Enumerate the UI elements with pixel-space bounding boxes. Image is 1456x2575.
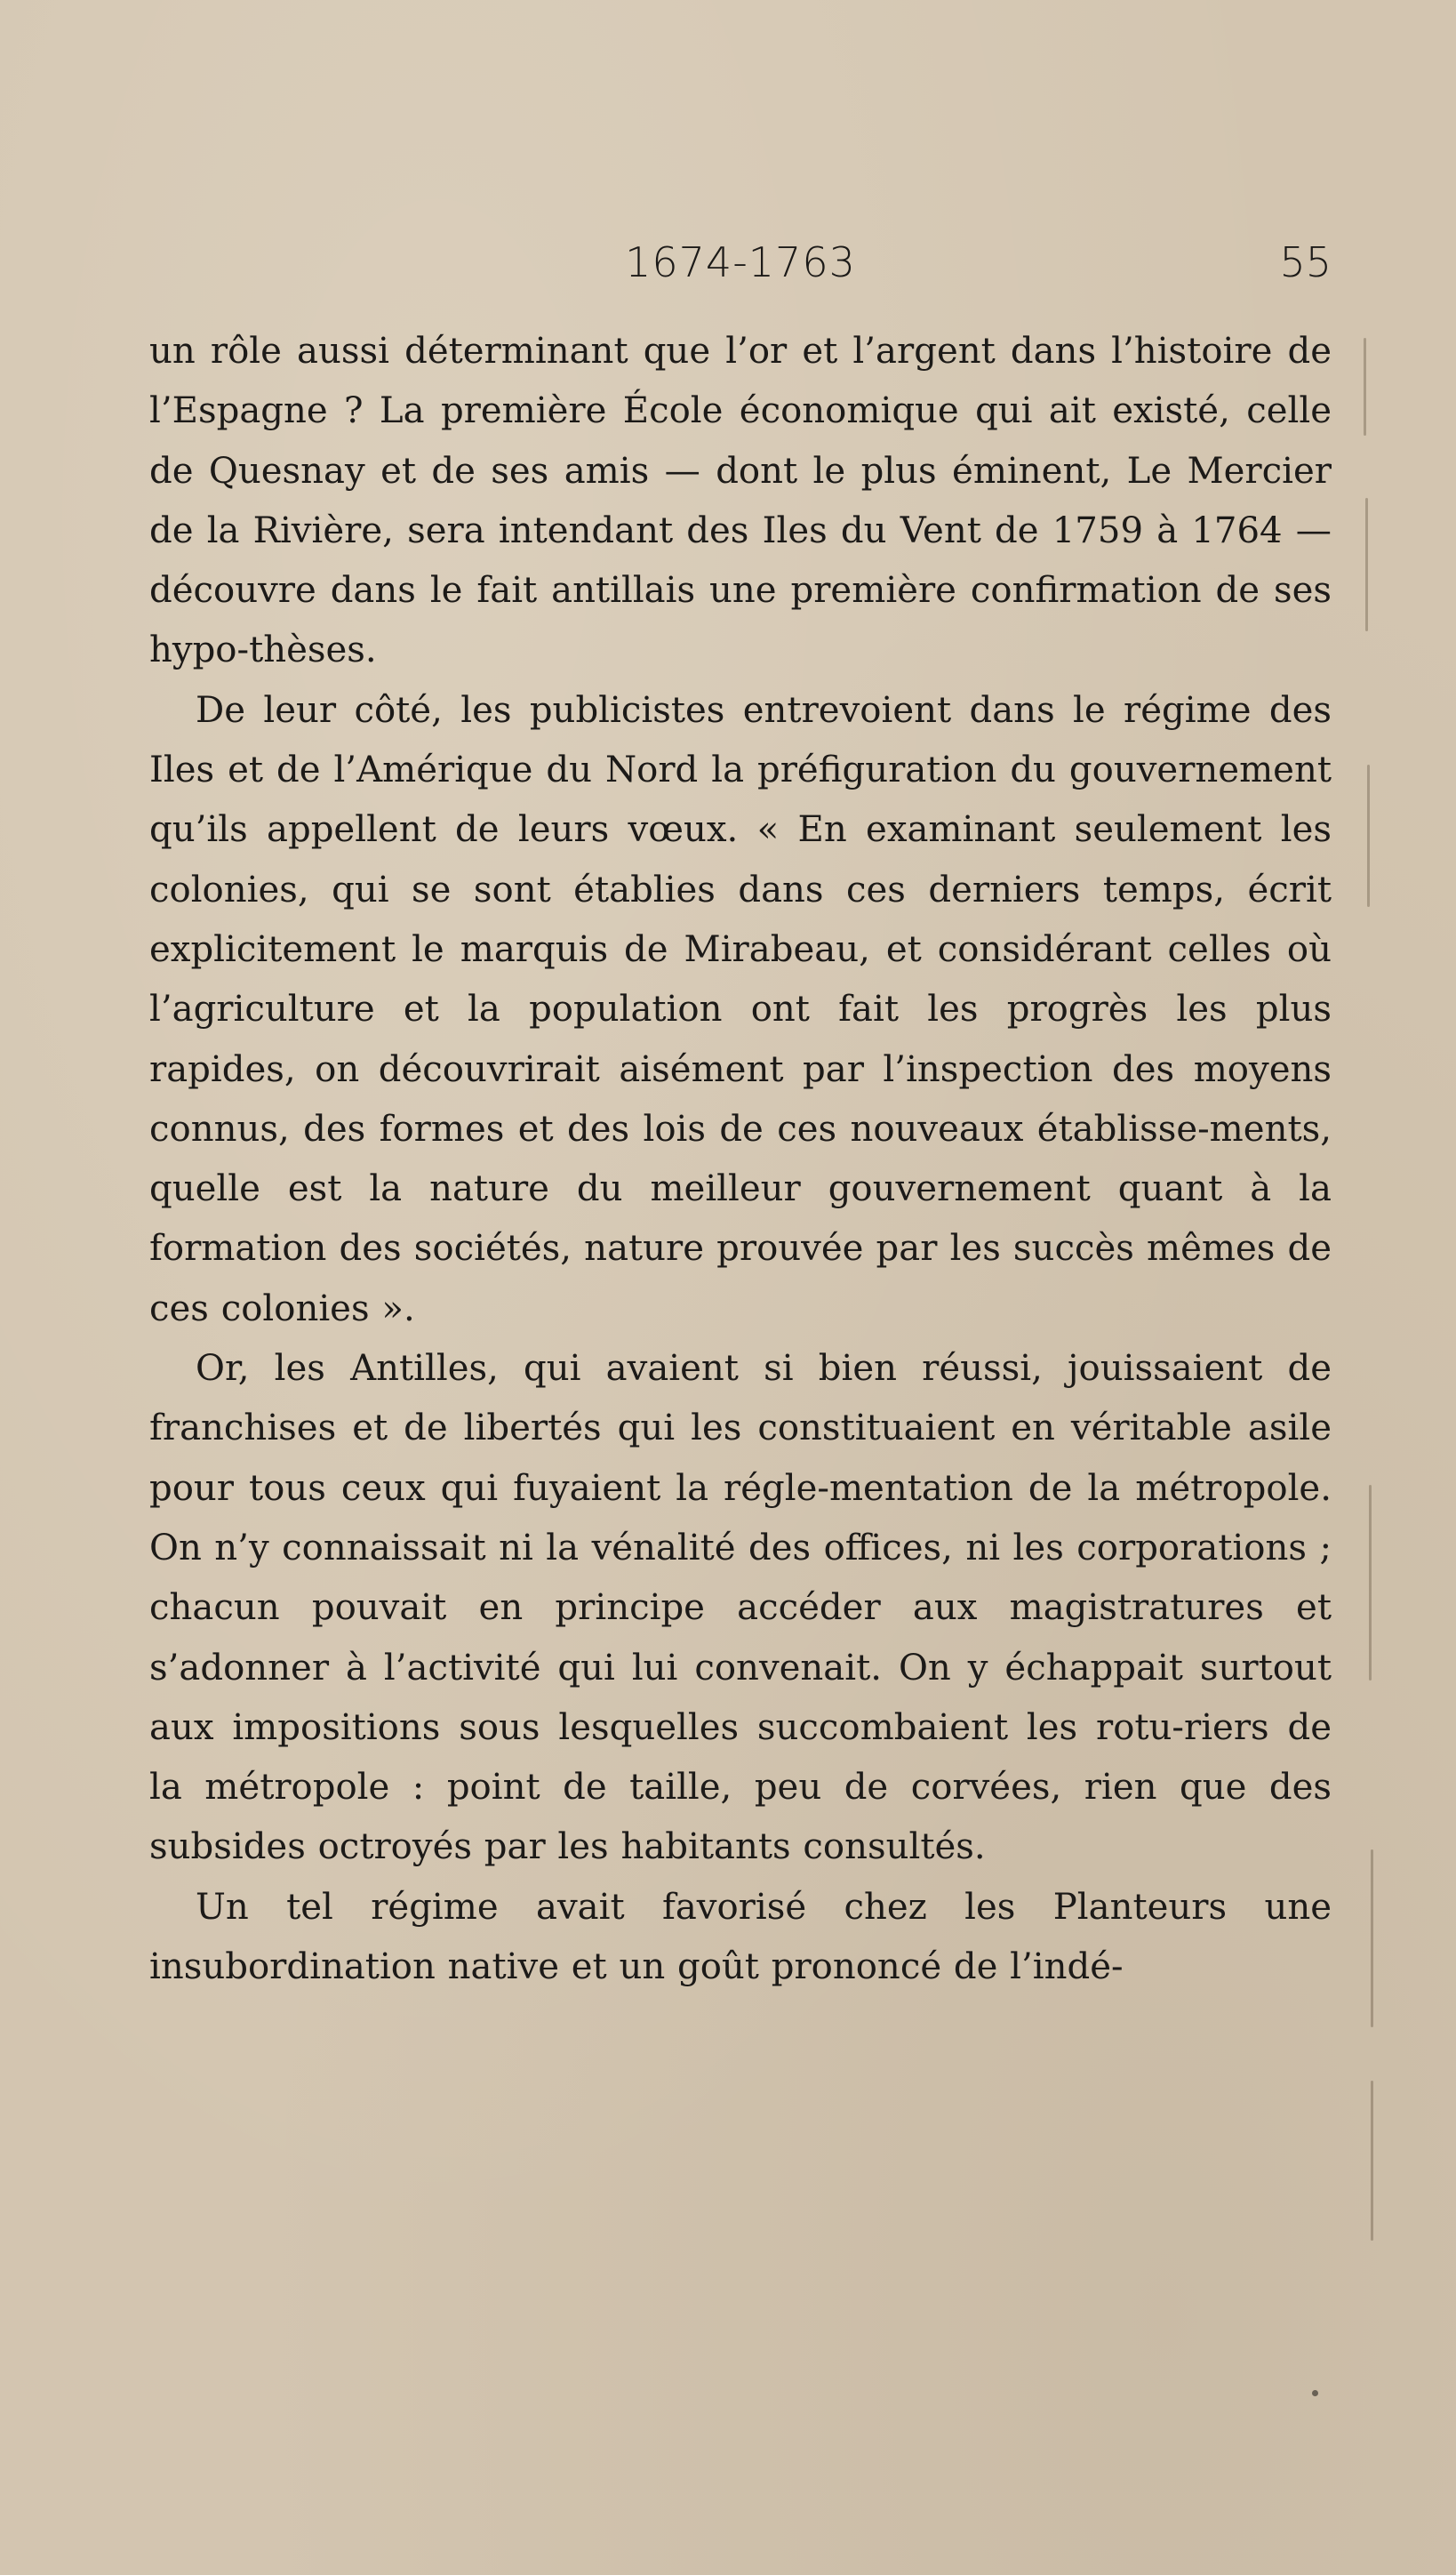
paragraph-3: Or, les Antilles, qui avaient si bien réussi, jouissaient de franchises et de libertés qui les constituaient en véritable asile pour tous ceux qui fuyaient la régle-mentation de la métropole. On n’y connaissait ni la vénalité des offices, ni les corporations ; chacun pouvait en principe accéder aux magistratures et s’adonner à l’activité qui lui convenait. On y échappait surtout aux impositions sous lesquelles succombaient les rotu-riers de la métropole : point de taille, peu de corvées, rien que des subsides octroyés par les habitants consultés.	[149, 1348, 1332, 1868]
running-title: 1674-1763	[625, 238, 856, 286]
margin-mark	[1367, 765, 1370, 907]
margin-mark	[1364, 338, 1366, 436]
paragraph-1: un rôle aussi déterminant que l’or et l’argent dans l’histoire de l’Espagne ? La première École économique qui ait existé, celle de Quesnay et de ses amis — dont le plus éminent, Le Mercier de la Rivière, sera intendant des Iles du Vent de 1759 à 1764 — découvre dans le fait antillais une première confirmation de ses hypo-thèses.	[149, 331, 1332, 671]
paragraph-4: Un tel régime avait favorisé chez les Planteurs une insubordination native et un goût prononcé de l’indé-	[149, 1886, 1332, 1988]
margin-mark	[1371, 1849, 1373, 2027]
margin-mark	[1369, 1485, 1372, 1681]
ink-speck	[1312, 2390, 1318, 2396]
margin-mark	[1371, 2081, 1373, 2241]
page-number: 55	[1279, 238, 1332, 286]
margin-mark	[1365, 498, 1368, 631]
running-head	[149, 238, 1332, 292]
paragraph-2: De leur côté, les publicistes entrevoient dans le régime des Iles et de l’Amérique du Nord la préfiguration du gouvernement qu’ils appellent de leurs vœux. « En examinant seulement les colonies, qui se sont établies dans ces derniers temps, écrit explicitement le marquis de Mirabeau, et considérant celles où l’agriculture et la population ont fait les progrès les plus rapides, on découvrirait aisément par l’inspection des moyens connus, des formes et des lois de ces nouveaux établisse-ments, quelle est la nature du meilleur gouvernement quant à la formation des sociétés, nature prouvée par les succès mêmes de ces colonies ».	[149, 689, 1332, 1329]
body-text	[149, 322, 1332, 1997]
